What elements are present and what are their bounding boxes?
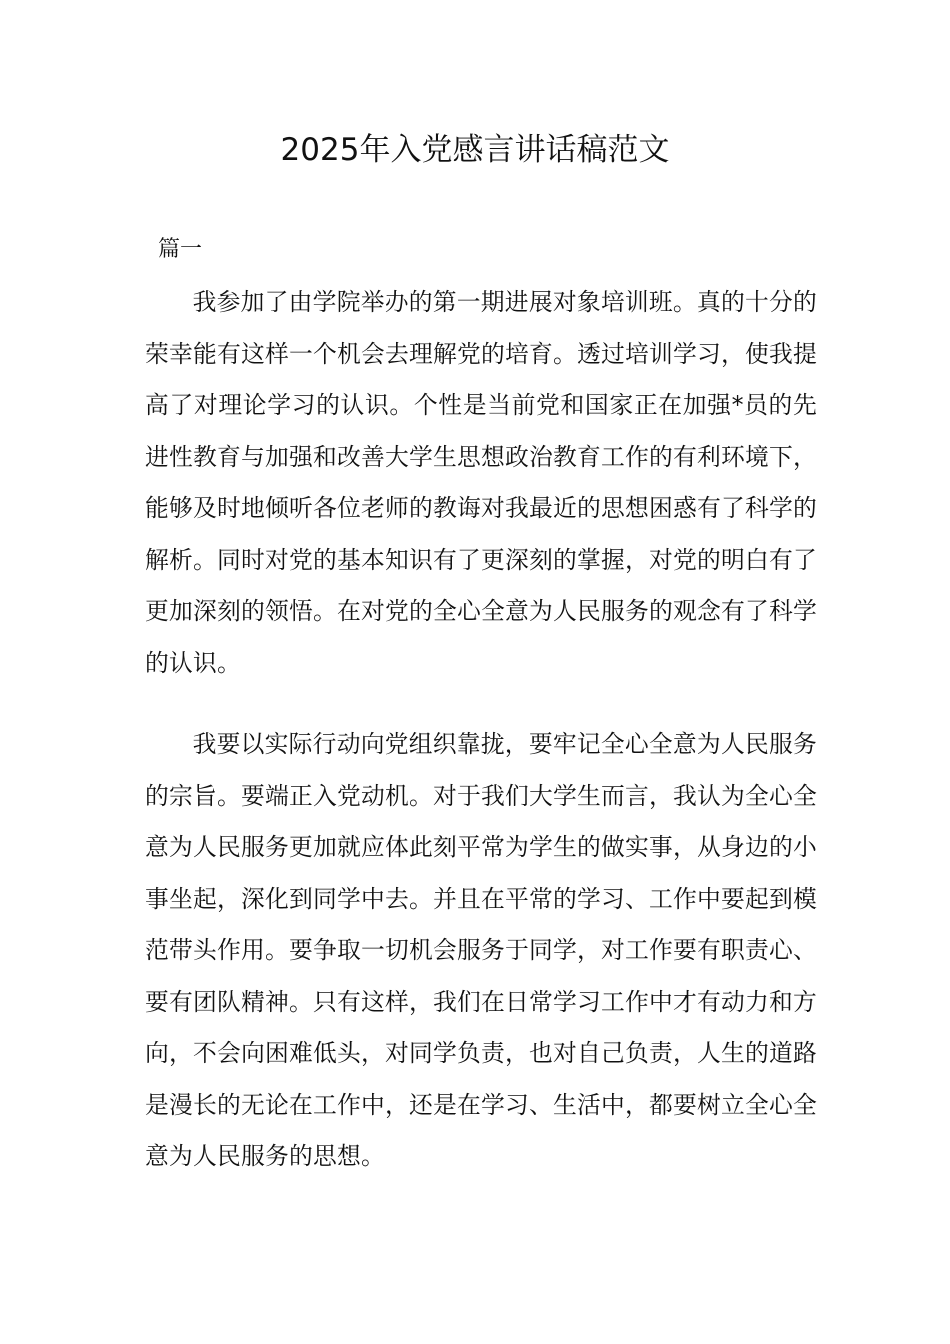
document-title: 2025年入党感言讲话稿范文 xyxy=(280,132,670,168)
paragraph-1: 我参加了由学院举办的第一期进展对象培训班。真的十分的荣幸能有这样一个机会去理解党的培育。透过培训学习，使我提高了对理论学习的认识。个性是当前党和国家正在加强*员的先进性教育与加强和改善大学生思想政治教育工作的有利环境下，能够及时地倾听各位老师的教诲对我最近的思想困惑有了科学的解析。同时对党的基本知识有了更深刻的掌握，对党的明白有了更加深刻的领悟。在对党的全心全意为人民服务的观念有了科学的认识。 xyxy=(145,288,817,677)
section-label: 篇一 xyxy=(158,237,203,262)
paragraph-2: 我要以实际行动向党组织靠拢，要牢记全心全意为人民服务的宗旨。要端正入党动机。对于我们大学生而言，我认为全心全意为人民服务更加就应体此刻平常为学生的做实事，从身边的小事坐起，深化到同学中去。并且在平常的学习、工作中要起到模范带头作用。要争取一切机会服务于同学，对工作要有职责心、要有团队精神。只有这样，我们在日常学习工作中才有动力和方向，不会向困难低头，对同学负责，也对自己负责，人生的道路是漫长的无论在工作中，还是在学习、生活中，都要树立全心全意为人民服务的思想。 xyxy=(145,730,817,1170)
